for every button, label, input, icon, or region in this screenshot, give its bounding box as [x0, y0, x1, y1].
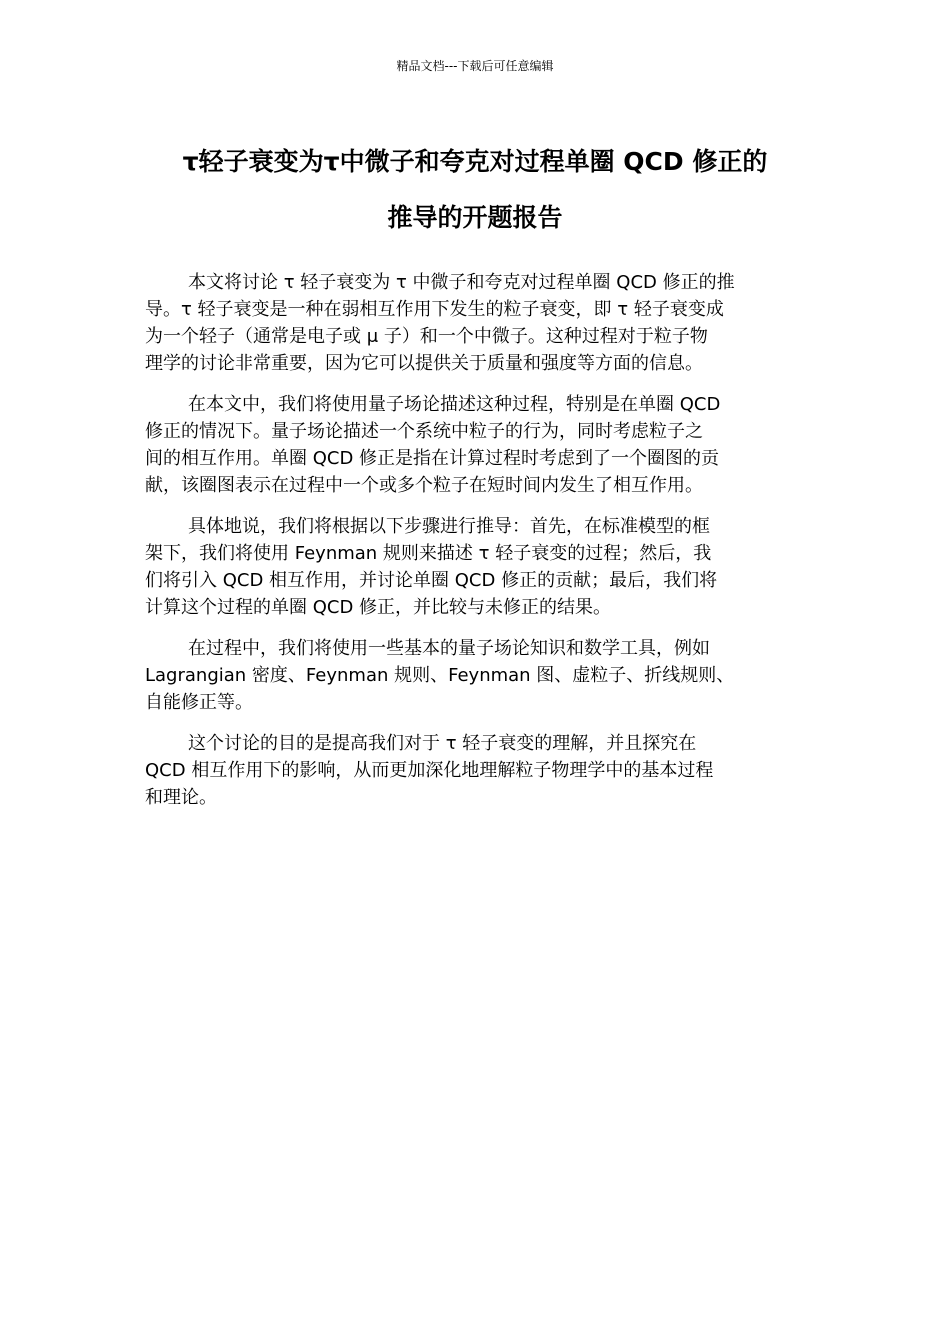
- document-body: [145, 269, 810, 825]
- paragraph-line: Lagrangian 密度、Feynman 规则、Feynman 图、虚粒子、折线规则、: [145, 665, 735, 686]
- paragraph-line: 计算这个过程的单圈 QCD 修正，并比较与未修正的结果。: [145, 597, 612, 618]
- paragraph-line: 这个讨论的目的是提高我们对于 τ 轻子衰变的理解，并且探究在: [188, 733, 697, 754]
- paragraph-line: 在本文中，我们将使用量子场论描述这种过程，特别是在单圈 QCD: [188, 394, 721, 415]
- paragraph-line: 本文将讨论 τ 轻子衰变为 τ 中微子和夸克对过程单圈 QCD 修正的推: [188, 272, 735, 293]
- paragraph-3: [145, 513, 810, 621]
- paragraph-line: 间的相互作用。单圈 QCD 修正是指在计算过程时考虑到了一个圈图的贡: [145, 448, 720, 469]
- paragraph-2: [145, 391, 810, 499]
- paragraph-line: 导。τ 轻子衰变是一种在弱相互作用下发生的粒子衰变，即 τ 轻子衰变成: [145, 299, 724, 320]
- paragraph-1: [145, 269, 810, 377]
- paragraph-line: 和理论。: [145, 787, 217, 808]
- title-line-1: τ轻子衰变为τ中微子和夸克对过程单圈 QCD 修正的: [182, 147, 768, 176]
- paragraph-line: 们将引入 QCD 相互作用，并讨论单圈 QCD 修正的贡献；最后，我们将: [145, 570, 718, 591]
- paragraph-line: 自能修正等。: [145, 692, 253, 713]
- paragraph-5: [145, 730, 810, 811]
- page-header: 精品文档---下载后可任意编辑: [396, 59, 554, 73]
- paragraph-line: 在过程中，我们将使用一些基本的量子场论知识和数学工具，例如: [188, 638, 710, 659]
- paragraph-line: 架下，我们将使用 Feynman 规则来描述 τ 轻子衰变的过程；然后，我: [145, 543, 712, 564]
- title-line-2: 推导的开题报告: [387, 203, 563, 232]
- paragraph-4: [145, 635, 810, 716]
- paragraph-line: 理学的讨论非常重要，因为它可以提供关于质量和强度等方面的信息。: [145, 353, 703, 374]
- paragraph-line: 为一个轻子（通常是电子或 μ 子）和一个中微子。这种过程对于粒子物: [145, 326, 708, 347]
- paragraph-line: 修正的情况下。量子场论描述一个系统中粒子的行为，同时考虑粒子之: [145, 421, 703, 442]
- document-title: [132, 134, 818, 246]
- paragraph-line: QCD 相互作用下的影响，从而更加深化地理解粒子物理学中的基本过程: [145, 760, 714, 781]
- paragraph-line: 献，该圈图表示在过程中一个或多个粒子在短时间内发生了相互作用。: [145, 475, 703, 496]
- paragraph-line: 具体地说，我们将根据以下步骤进行推导：首先，在标准模型的框: [188, 516, 710, 537]
